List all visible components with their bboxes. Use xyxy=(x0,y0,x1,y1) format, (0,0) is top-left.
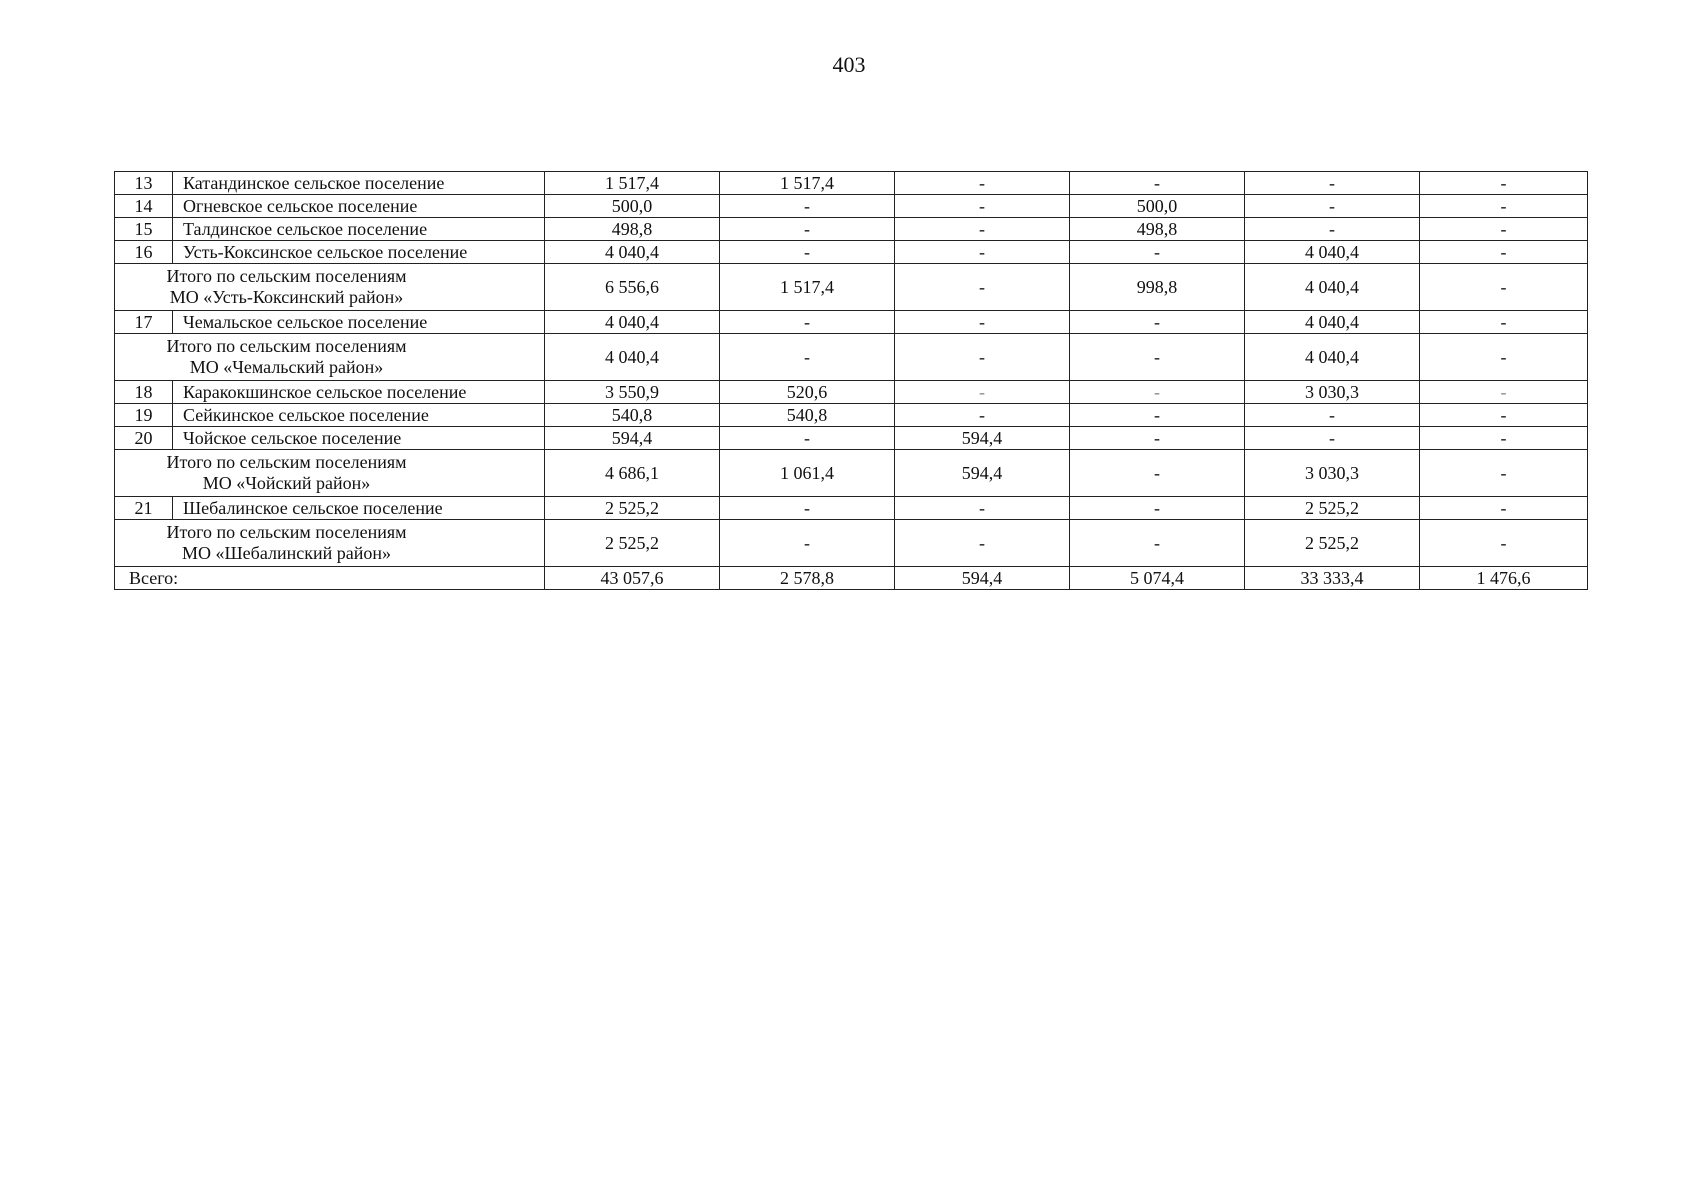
row-number: 19 xyxy=(115,404,173,427)
value-cell-5: 4 040,4 xyxy=(1245,241,1420,264)
value-cell-1: 1 517,4 xyxy=(545,172,720,195)
total-value-1: 43 057,6 xyxy=(545,567,720,590)
value-cell-4: - xyxy=(1070,404,1245,427)
value-cell-5: 4 040,4 xyxy=(1245,311,1420,334)
value-cell-4: 998,8 xyxy=(1070,264,1245,311)
value-cell-5: 4 040,4 xyxy=(1245,334,1420,381)
value-cell-4: - xyxy=(1070,520,1245,567)
value-cell-3: 594,4 xyxy=(895,427,1070,450)
value-cell-6: - xyxy=(1420,520,1588,567)
value-cell-1: 498,8 xyxy=(545,218,720,241)
subtotal-label-line2: МО «Чемальский район» xyxy=(189,357,384,377)
table-row xyxy=(115,381,1588,404)
value-cell-3: - xyxy=(895,497,1070,520)
value-cell-4: - xyxy=(1070,450,1245,497)
value-cell-1: 540,8 xyxy=(545,404,720,427)
subtotal-label xyxy=(115,264,545,311)
total-label: Всего: xyxy=(115,567,545,590)
row-number: 21 xyxy=(115,497,173,520)
value-cell-6: - xyxy=(1420,241,1588,264)
value-cell-5: 2 525,2 xyxy=(1245,520,1420,567)
value-cell-6: - xyxy=(1420,311,1588,334)
row-number: 13 xyxy=(115,172,173,195)
value-cell-5: - xyxy=(1245,172,1420,195)
value-cell-5: - xyxy=(1245,427,1420,450)
settlement-name: Огневское сельское поселение xyxy=(173,195,545,218)
value-cell-5: - xyxy=(1245,404,1420,427)
value-cell-1: 4 040,4 xyxy=(545,334,720,381)
table-row xyxy=(115,218,1588,241)
value-cell-4: - xyxy=(1070,381,1245,404)
subtotal-label-line2: МО «Усть-Коксинский район» xyxy=(169,287,404,307)
settlement-name: Талдинское сельское поселение xyxy=(173,218,545,241)
value-cell-6: - xyxy=(1420,497,1588,520)
value-cell-6: - xyxy=(1420,450,1588,497)
value-cell-3: - xyxy=(895,172,1070,195)
subtotal-label-line2: МО «Чойский район» xyxy=(202,473,371,493)
value-cell-5: 4 040,4 xyxy=(1245,264,1420,311)
total-value-5: 33 333,4 xyxy=(1245,567,1420,590)
value-cell-6: - xyxy=(1420,381,1588,404)
value-cell-2: 520,6 xyxy=(720,381,895,404)
total-row xyxy=(115,567,1588,590)
settlement-name: Чойское сельское поселение xyxy=(173,427,545,450)
value-cell-2: 1 517,4 xyxy=(720,264,895,311)
settlement-name: Катандинское сельское поселение xyxy=(173,172,545,195)
value-cell-3: - xyxy=(895,311,1070,334)
settlement-name: Усть-Коксинское сельское поселение xyxy=(173,241,545,264)
subtotal-label-line1: Итого по сельским поселениям xyxy=(166,266,407,286)
value-cell-5: 3 030,3 xyxy=(1245,450,1420,497)
value-cell-6: - xyxy=(1420,195,1588,218)
subtotal-label xyxy=(115,450,545,497)
value-cell-2: 1 517,4 xyxy=(720,172,895,195)
value-cell-3: - xyxy=(895,218,1070,241)
value-cell-3: - xyxy=(895,264,1070,311)
total-value-3: 594,4 xyxy=(895,567,1070,590)
value-cell-3: - xyxy=(895,241,1070,264)
settlement-name: Шебалинское сельское поселение xyxy=(173,497,545,520)
value-cell-2: - xyxy=(720,334,895,381)
value-cell-1: 3 550,9 xyxy=(545,381,720,404)
table-row xyxy=(115,241,1588,264)
value-cell-1: 2 525,2 xyxy=(545,520,720,567)
row-number: 20 xyxy=(115,427,173,450)
total-value-6: 1 476,6 xyxy=(1420,567,1588,590)
value-cell-2: - xyxy=(720,427,895,450)
value-cell-2: - xyxy=(720,497,895,520)
subtotal-label-line1: Итого по сельским поселениям xyxy=(166,522,407,542)
value-cell-4: - xyxy=(1070,427,1245,450)
value-cell-1: 6 556,6 xyxy=(545,264,720,311)
value-cell-3: - xyxy=(895,334,1070,381)
value-cell-1: 2 525,2 xyxy=(545,497,720,520)
subtotal-label xyxy=(115,520,545,567)
subtotal-label xyxy=(115,334,545,381)
value-cell-1: 4 686,1 xyxy=(545,450,720,497)
subtotal-row xyxy=(115,264,1588,311)
value-cell-1: 594,4 xyxy=(545,427,720,450)
value-cell-2: - xyxy=(720,520,895,567)
value-cell-6: - xyxy=(1420,172,1588,195)
value-cell-2: - xyxy=(720,311,895,334)
value-cell-4: 498,8 xyxy=(1070,218,1245,241)
table-row xyxy=(115,497,1588,520)
total-value-4: 5 074,4 xyxy=(1070,567,1245,590)
page-number: 403 xyxy=(832,52,866,77)
value-cell-2: - xyxy=(720,218,895,241)
value-cell-4: - xyxy=(1070,334,1245,381)
value-cell-5: - xyxy=(1245,218,1420,241)
value-cell-3: - xyxy=(895,195,1070,218)
settlement-name: Сейкинское сельское поселение xyxy=(173,404,545,427)
value-cell-5: - xyxy=(1245,195,1420,218)
subtotal-label-line1: Итого по сельским поселениям xyxy=(166,336,407,356)
value-cell-5: 3 030,3 xyxy=(1245,381,1420,404)
value-cell-3: - xyxy=(895,381,1070,404)
value-cell-4: 500,0 xyxy=(1070,195,1245,218)
value-cell-3: - xyxy=(895,520,1070,567)
value-cell-1: 500,0 xyxy=(545,195,720,218)
row-number: 16 xyxy=(115,241,173,264)
table-row xyxy=(115,427,1588,450)
value-cell-3: - xyxy=(895,404,1070,427)
settlement-name: Каракокшинское сельское поселение xyxy=(173,381,545,404)
budget-table xyxy=(114,171,1588,590)
value-cell-6: - xyxy=(1420,264,1588,311)
table-row xyxy=(115,311,1588,334)
subtotal-label-line2: МО «Шебалинский район» xyxy=(182,543,391,563)
table-row xyxy=(115,172,1588,195)
row-number: 18 xyxy=(115,381,173,404)
value-cell-2: 540,8 xyxy=(720,404,895,427)
value-cell-6: - xyxy=(1420,334,1588,381)
value-cell-2: - xyxy=(720,195,895,218)
settlement-name: Чемальское сельское поселение xyxy=(173,311,545,334)
value-cell-2: - xyxy=(720,241,895,264)
value-cell-1: 4 040,4 xyxy=(545,311,720,334)
total-value-2: 2 578,8 xyxy=(720,567,895,590)
value-cell-3: 594,4 xyxy=(895,450,1070,497)
row-number: 17 xyxy=(115,311,173,334)
table-row xyxy=(115,195,1588,218)
value-cell-6: - xyxy=(1420,427,1588,450)
subtotal-row xyxy=(115,334,1588,381)
subtotal-row xyxy=(115,520,1588,567)
value-cell-5: 2 525,2 xyxy=(1245,497,1420,520)
value-cell-2: 1 061,4 xyxy=(720,450,895,497)
row-number: 14 xyxy=(115,195,173,218)
row-number: 15 xyxy=(115,218,173,241)
value-cell-1: 4 040,4 xyxy=(545,241,720,264)
table-body xyxy=(115,172,1588,590)
value-cell-4: - xyxy=(1070,311,1245,334)
subtotal-row xyxy=(115,450,1588,497)
table-row xyxy=(115,404,1588,427)
value-cell-6: - xyxy=(1420,404,1588,427)
value-cell-4: - xyxy=(1070,241,1245,264)
value-cell-6: - xyxy=(1420,218,1588,241)
value-cell-4: - xyxy=(1070,172,1245,195)
value-cell-4: - xyxy=(1070,497,1245,520)
subtotal-label-line1: Итого по сельским поселениям xyxy=(166,452,407,472)
